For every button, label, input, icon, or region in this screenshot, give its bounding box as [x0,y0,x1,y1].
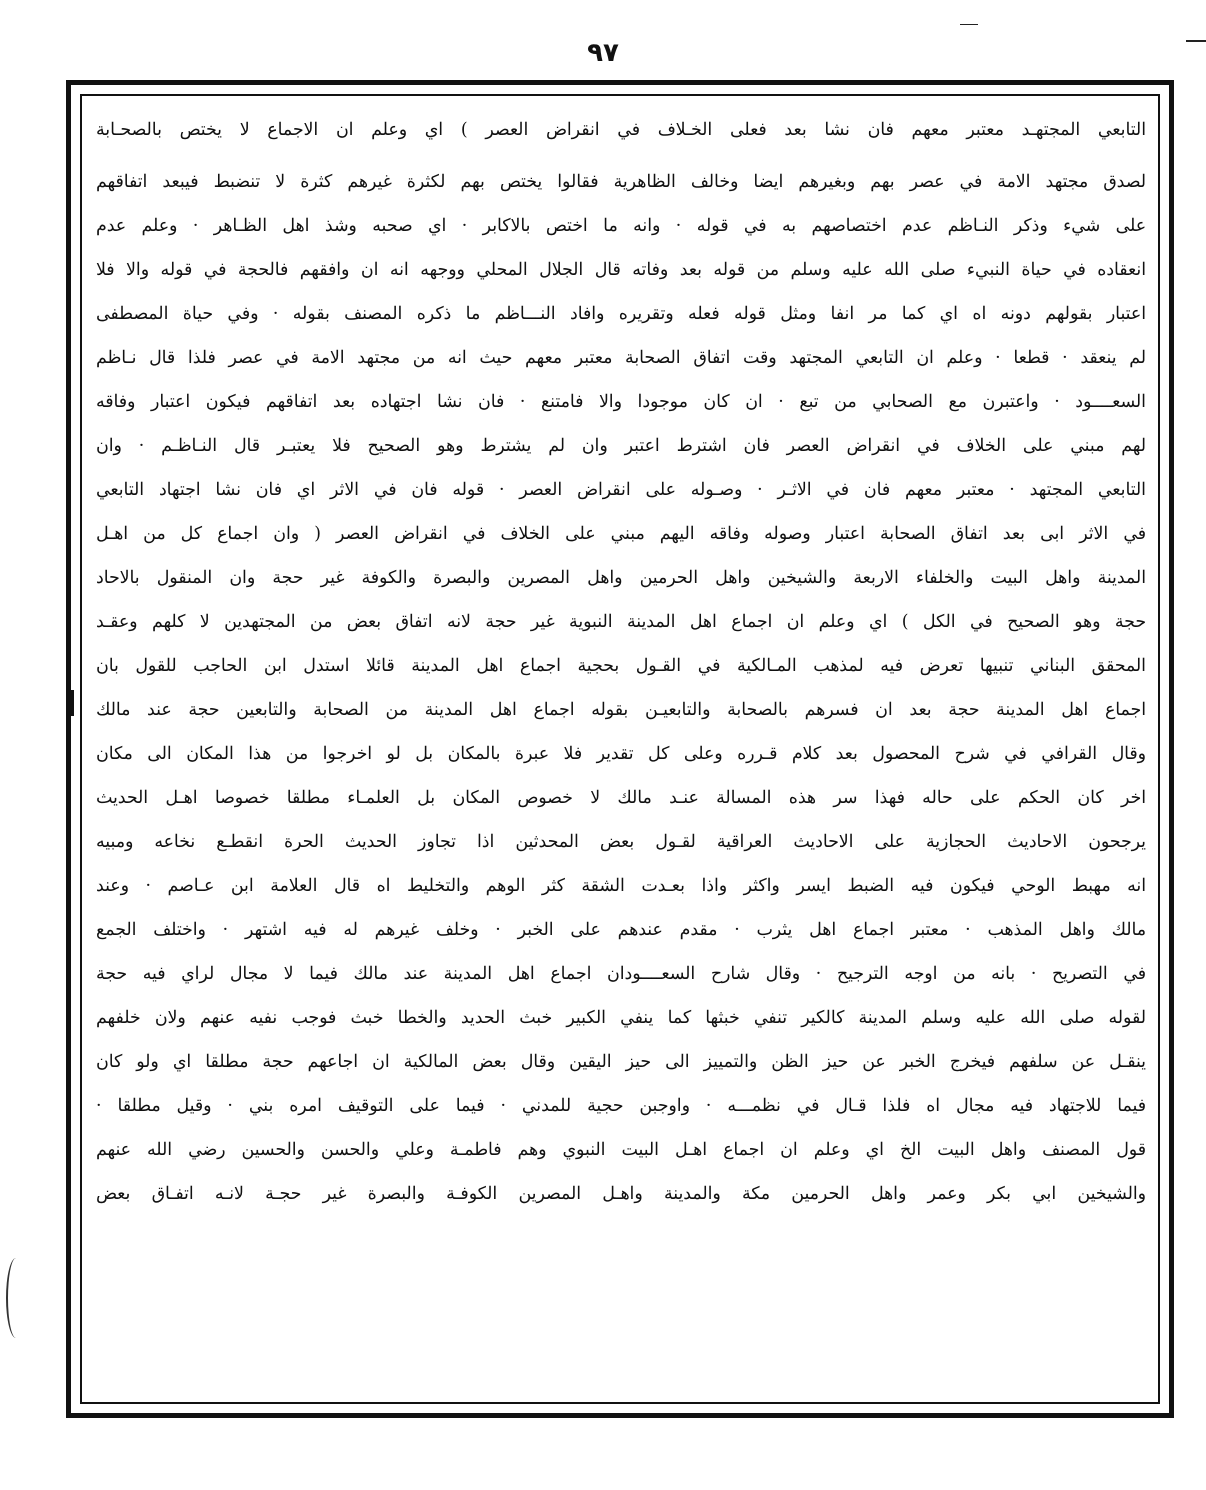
text-line: التابعي المجتهـد معتبر معهم فان نشا بعد فعلى الخـلاف في انقراض العصر ) اي وعلم ان الاجماع لا يختص بالصحـابة [96,120,1146,140]
corner-mark-top [960,24,978,25]
margin-bracket-mark [6,1258,26,1338]
text-line: لقوله صلى الله عليه وسلم المدينة كالكير تنفي خبثها كما ينفي الكبير خبث الحديد والخطا خبث فوجب نفيه عنهم ولان خلفهم [96,1008,1146,1028]
text-line: يرجحون الاحاديث الحجازية على الاحاديث العراقية لقـول بعض المحدثين اذا تجاوز الحديث الحرة انقطـع نخاعه ومبيه [96,832,1146,852]
text-line: انعقاده في حياة النبيء صلى الله عليه وسلم من قوله بعد وفاته قال الجلال المحلي ووجهه انه ان وافقهم فالحجة في قوله والا فلا [96,260,1146,280]
text-line: لم ينعقد · قطعا · وعلم ان التابعي المجتهد وقت اتفاق الصحابة معتبر معهم حيث انه من مجتهد الامة في عصر فلذا قال نـاظم [96,348,1146,368]
body-text [96,100,1146,1216]
text-line: اعتبار بقولهم دونه اه اي كما مر انفا ومثل قوله فعله وتقريره وافاد النـــاظم ما ذكره المصنف بقوله · وفي حياة المصطفى [96,304,1146,324]
text-line: السعــــود · واعتبرن مع الصحابي من تبع · ان كان موجودا والا فامتنع · فان نشا اجتهاده بعد اتفاقهم فيكون اعتبار وفاقه [96,392,1146,412]
text-line: في الاثر ابى بعد اتفاق الصحابة اعتبار وصوله وفاقه اليهم مبني على الخلاف في انقراض العصر ( وان اجماع كل من اهـل [96,524,1146,544]
text-line: حجة وهو الصحيح في الكل ) اي وعلم ان اجماع اهل المدينة النبوية غير حجة لانه اتفاق بعض من المجتهدين لا كلهم وعقـد [96,612,1146,632]
text-line: انه مهبط الوحي فيكون فيه الضبط ايسر واكثر واذا بعـدت الشقة كثر الوهم والتخليط اه قال العلامة ابن عـاصم · وعند [96,876,1146,896]
text-line: التابعي المجتهد · معتبر معهم فان في الاثـر · وصـوله على انقراض العصر · قوله فان في الاثر اي فان نشا اجتهاد التابعي [96,480,1146,500]
text-line: والشيخين ابي بكر وعمر واهل الحرمين مكة والمدينة واهـل المصرين الكوفـة والبصرة غير حجـة لانـه اتفـاق بعض [96,1184,1146,1204]
text-line: اجماع اهل المدينة حجة بعد ان فسرهم بالصحابة والتابعيـن بقوله اجماع اهل المدينة من الصحابة والتابعين حجة عند مالك [96,700,1146,720]
text-line: المحقق البناني تنبيها تعرض فيه لمذهب المـالكية في القـول بحجية اجماع اهل المدينة قائلا استدل ابن الحاجب للقول بان [96,656,1146,676]
text-line: على شيء وذكر النـاظم عدم اختصاصهم به في قوله · وانه ما اختص بالاكابر · اي صحبه وشذ اهل الظـاهر · وعلم عدم [96,216,1146,236]
text-line: وقال القرافي في شرح المحصول بعد كلام قـرره وعلى كل تقدير فلا عبرة بالمكان بل لو اخرجوا من هذا المكان الى مكان [96,744,1146,764]
text-line: المدينة واهل البيت والخلفاء الاربعة والشيخين واهل الحرمين واهل المصرين والبصرة والكوفة غير حجة وان المنقول بالاحاد [96,568,1146,588]
text-line: اخر كان الحكم على حاله فهذا سر هذه المسالة عنـد مالك لا خصوص المكان بل العلمـاء مطلقا خصوصا اهـل الحديث [96,788,1146,808]
text-line: مالك واهل المذهب · معتبر اجماع اهل يثرب · مقدم عندهم على الخبر · وخلف غيرهم له فيه اشتهر · واختلف الجمع [96,920,1146,940]
text-line: فيما للاجتهاد فيه مجال اه فلذا قـال في نظمـــه · واوجبن حجية للمدني · فيما على التوقيف امره بني · وقيل مطلقا · [96,1096,1146,1116]
text-line: لصدق مجتهد الامة في عصر بهم وبغيرهم ايضا وخالف الظاهرية فقالوا يختص بهم لكثرة غيرهم كثرة لا تنضبط فيبعد اتفاقهم [96,172,1146,192]
text-line: قول المصنف واهل البيت الخ اي وعلم ان اجماع اهـل البيت النبوي وهم فاطمـة وعلي والحسن والحسين رضي الله عنهم [96,1140,1146,1160]
page-number: ٩٧ [587,38,619,68]
text-line: ينقـل عن سلفهم فيخرج الخبر عن حيز الظن والتمييز الى حيز اليقين وقال بعض المالكية ان اجاعهم حجة مطلقا اي ولو كان [96,1052,1146,1072]
text-line: لهم مبني على الخلاف في انقراض العصر فان اشترط اعتبر وان لم يشترط وهو الصحيح فلا يعتبـر قال النـاظـم · وان [96,436,1146,456]
binding-mark [66,690,74,716]
text-line: في التصريح · بانه من اوجه الترجيح · وقال شارح السعــــودان اجماع اهل المدينة عند مالك فيما لا مجال لراي فيه حجة [96,964,1146,984]
